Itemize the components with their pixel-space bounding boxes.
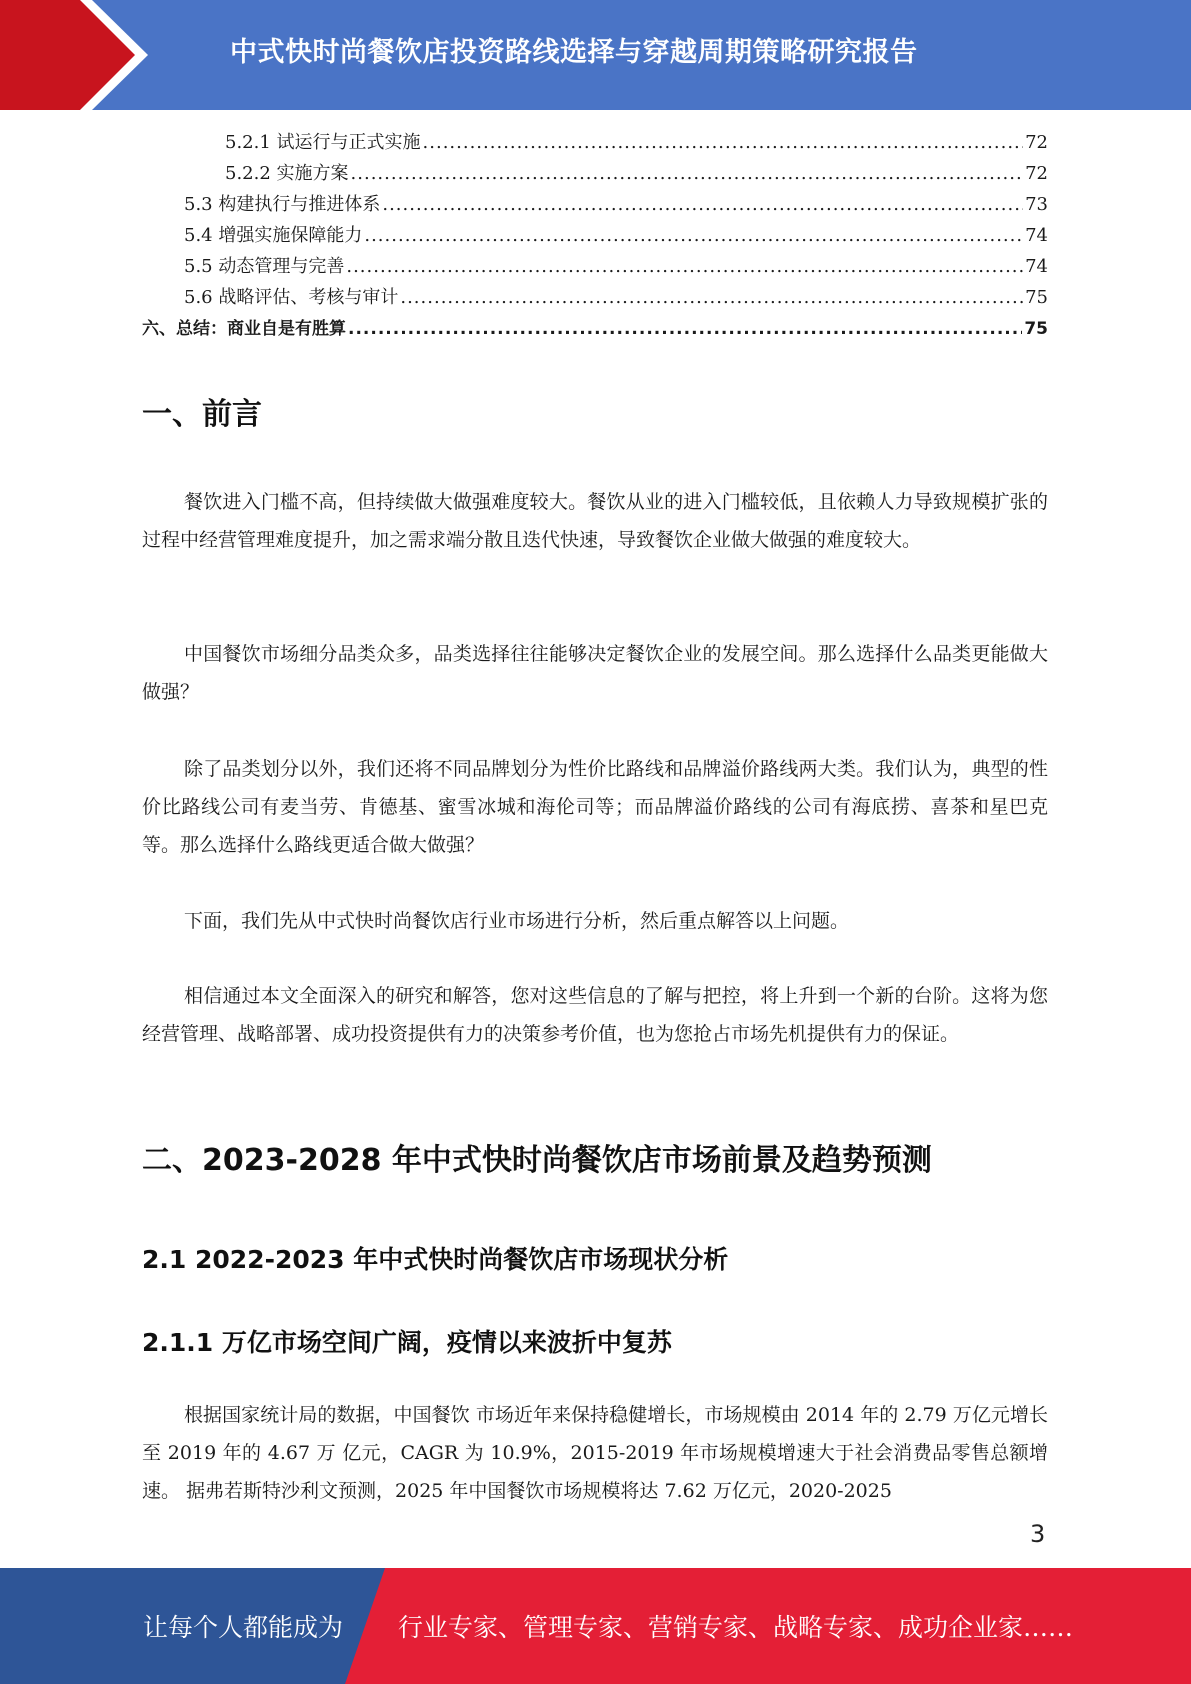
page-number: 3 xyxy=(1030,1520,1046,1548)
toc-leader-dots xyxy=(382,194,1023,215)
toc-entry[interactable] xyxy=(142,252,1048,283)
header-arrow-decoration xyxy=(0,0,160,110)
toc-entry-page: 75 xyxy=(1024,319,1048,339)
table-of-contents xyxy=(142,128,1048,345)
page-footer xyxy=(0,1568,1191,1684)
footer-slogan-left: 让每个人都能成为 xyxy=(143,1613,344,1642)
toc-entry-label: 5.6 战略评估、考核与审计 xyxy=(184,287,399,308)
toc-leader-dots xyxy=(351,163,1024,184)
subsection-heading: 2.1.1 万亿市场空间广阔，疫情以来波折中复苏 xyxy=(142,1328,672,1357)
footer-slogan-right: 行业专家、管理专家、营销专家、战略专家、成功企业家…… xyxy=(398,1613,1074,1642)
header-title: 中式快时尚餐饮店投资路线选择与穿越周期策略研究报告 xyxy=(230,37,918,68)
toc-leader-dots xyxy=(400,287,1023,308)
toc-entry-page: 74 xyxy=(1025,256,1048,277)
toc-entry-page: 74 xyxy=(1025,225,1048,246)
toc-entry[interactable] xyxy=(142,159,1048,190)
toc-entry-label: 5.3 构建执行与推进体系 xyxy=(184,194,381,215)
body-paragraph: 餐饮进入门槛不高，但持续做大做强难度较大。餐饮从业的进入门槛较低，且依赖人力导致规模扩张的过程中经营管理难度提升，加之需求端分散且迭代快速，导致餐饮企业做大做强的难度较大。 xyxy=(142,491,1048,551)
body-paragraph: 除了品类划分以外，我们还将不同品牌划分为性价比路线和品牌溢价路线两大类。我们认为，典型的性价比路线公司有麦当劳、肯德基、蜜雪冰城和海伦司等；而品牌溢价路线的公司有海底捞、喜茶和星巴克等。那么选择什么路线更适合做大做强？ xyxy=(142,758,1048,856)
body-paragraph: 中国餐饮市场细分品类众多，品类选择往往能够决定餐饮企业的发展空间。那么选择什么品类更能做大做强？ xyxy=(142,643,1048,703)
toc-leader-dots xyxy=(346,256,1023,277)
toc-leader-dots xyxy=(364,225,1023,246)
toc-entry[interactable] xyxy=(142,314,1048,345)
toc-entry-page: 75 xyxy=(1025,287,1048,308)
subsection-heading: 2.1 2022-2023 年中式快时尚餐饮店市场现状分析 xyxy=(142,1245,729,1274)
body-paragraph: 下面，我们先从中式快时尚餐饮店行业市场进行分析，然后重点解答以上问题。 xyxy=(184,910,850,932)
body-paragraph: 根据国家统计局的数据，中国餐饮 市场近年来保持稳健增长，市场规模由 2014 年的 2.79 万亿元增长至 2019 年的 4.67 万 亿元，CAGR 为 10.9%，2015-2019 年市场规模增速大于社会消费品零售总额增速。 据弗若斯特沙利文预测，2025 年中国餐饮市场规模将达 7.62 万亿元，2020-2025 xyxy=(142,1404,1048,1502)
toc-entry-page: 73 xyxy=(1025,194,1048,215)
toc-leader-dots xyxy=(348,319,1022,339)
toc-entry-label: 六、总结：商业自是有胜算 xyxy=(142,319,346,339)
toc-entry-label: 5.4 增强实施保障能力 xyxy=(184,225,363,246)
toc-leader-dots xyxy=(423,132,1024,153)
toc-entry[interactable] xyxy=(142,190,1048,221)
toc-entry[interactable] xyxy=(142,283,1048,314)
toc-entry[interactable] xyxy=(142,221,1048,252)
toc-entry-label: 5.5 动态管理与完善 xyxy=(184,256,345,277)
page-header xyxy=(0,0,1191,110)
section-heading-market-outlook: 二、2023-2028 年中式快时尚餐饮店市场前景及趋势预测 xyxy=(142,1143,932,1178)
toc-entry-label: 5.2.1 试运行与正式实施 xyxy=(225,132,421,153)
toc-entry[interactable] xyxy=(142,128,1048,159)
toc-entry-label: 5.2.2 实施方案 xyxy=(225,163,349,184)
body-paragraph: 相信通过本文全面深入的研究和解答，您对这些信息的了解与把控，将上升到一个新的台阶。这将为您经营管理、战略部署、成功投资提供有力的决策参考价值，也为您抢占市场先机提供有力的保证。 xyxy=(142,985,1048,1045)
toc-entry-page: 72 xyxy=(1025,163,1048,184)
toc-entry-page: 72 xyxy=(1025,132,1048,153)
section-heading-preface: 一、前言 xyxy=(142,397,262,432)
